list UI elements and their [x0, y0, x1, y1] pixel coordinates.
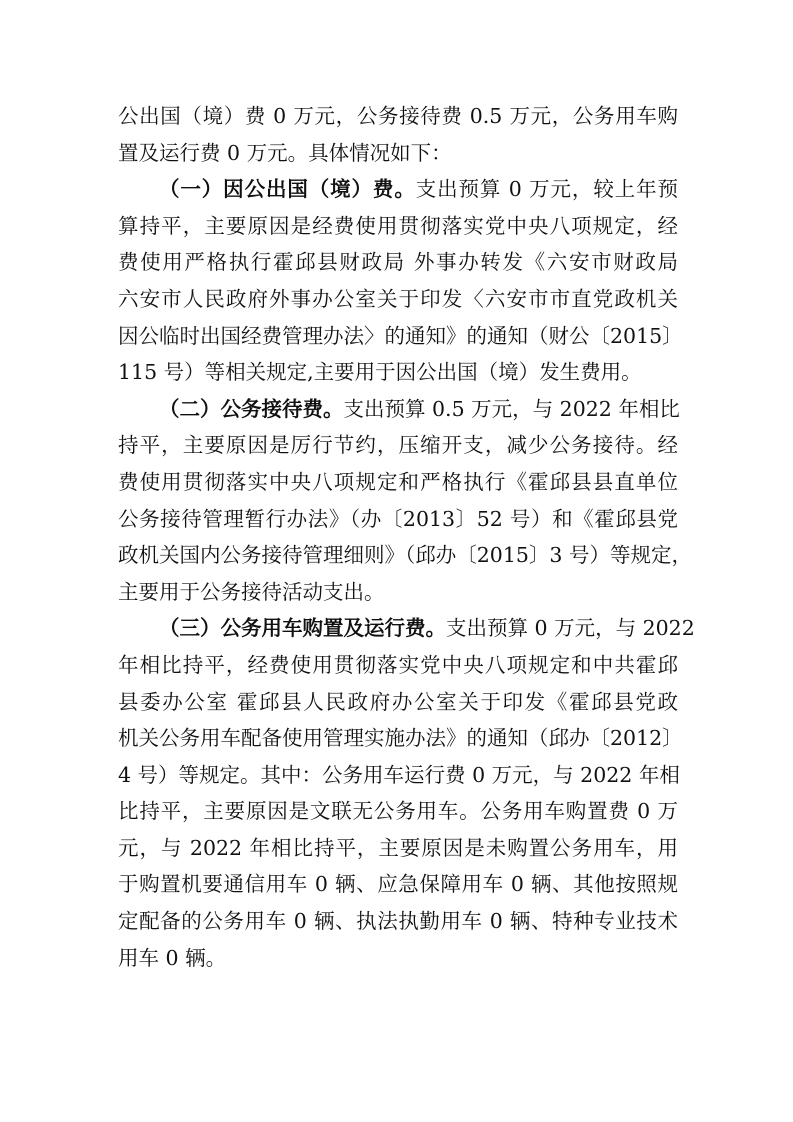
text-line: 主要用于公务接待活动支出。: [118, 579, 385, 604]
document-body: [118, 98, 695, 976]
text-line: 115 号）等相关规定,主要用于因公出国（境）发生费用。: [118, 360, 642, 385]
text-line: 公出国（境）费 0 万元，公务接待费 0.5 万元，公务用车购: [118, 104, 678, 128]
text-line: 算持平，主要原因是经费使用贯彻落实党中央八项规定，经: [118, 213, 678, 238]
text-line: 置及运行费 0 万元。具体情况如下：: [118, 140, 452, 165]
text-line: 县委办公室 霍邱县人民政府办公室关于印发《霍邱县党政: [118, 689, 678, 714]
text-line: 机关公务用车配备使用管理实施办法》的通知（邱办〔2012〕: [118, 726, 683, 751]
text-segment: 支出预算 0 万元，与 2022: [446, 616, 695, 641]
text-line: 费使用贯彻落实中央八项规定和严格执行《霍邱县县直单位: [118, 469, 678, 494]
text-line: 比持平，主要原因是文联无公务用车。公务用车购置费 0 万: [118, 799, 678, 824]
section-heading-reception: （二）公务接待费。: [159, 396, 344, 421]
text-line: 于购置机要通信用车 0 辆、应急保障用车 0 辆、其他按照规: [118, 872, 678, 897]
text-line: 公务接待管理暂行办法》（办〔2013〕52 号）和《霍邱县党: [118, 506, 678, 531]
text-line: 4 号）等规定。其中：公务用车运行费 0 万元，与 2022 年相: [118, 762, 680, 787]
text-line: 定配备的公务用车 0 辆、执法执勤用车 0 辆、特种专业技术: [118, 909, 678, 934]
text-line: 六安市人民政府外事办公室关于印发〈六安市市直党政机关: [118, 286, 678, 311]
text-line: [118, 610, 695, 647]
text-line: 元，与 2022 年相比持平，主要原因是未购置公务用车，用: [118, 835, 678, 860]
text-line: [118, 391, 678, 428]
section-heading-vehicles: （三）公务用车购置及运行费。: [159, 616, 446, 641]
text-line: 年相比持平，经费使用贯彻落实党中央八项规定和中共霍邱: [118, 652, 678, 677]
paragraph-reception-expenses: [118, 391, 692, 611]
paragraph-overseas-expenses: [118, 171, 683, 391]
paragraph-intro: [118, 98, 678, 171]
text-line: 持平，主要原因是厉行节约，压缩开支，减少公务接待。经: [118, 433, 678, 458]
text-line: 因公临时出国经费管理办法〉的通知》的通知（财公〔2015〕: [118, 323, 683, 348]
text-line: 用车 0 辆。: [118, 945, 227, 970]
text-line: [118, 171, 678, 208]
text-segment: 支出预算 0.5 万元，与 2022 年相比: [343, 396, 680, 421]
paragraph-vehicle-expenses: [118, 610, 695, 976]
text-line: 政机关国内公务接待管理细则》（邱办〔2015〕3 号）等规定，: [118, 543, 692, 568]
section-heading-overseas: （一）因公出国（境）费。: [159, 177, 416, 202]
text-segment: 支出预算 0 万元，较上年预: [415, 177, 679, 202]
text-line: 费使用严格执行霍邱县财政局 外事办转发《六安市财政局: [118, 250, 678, 275]
